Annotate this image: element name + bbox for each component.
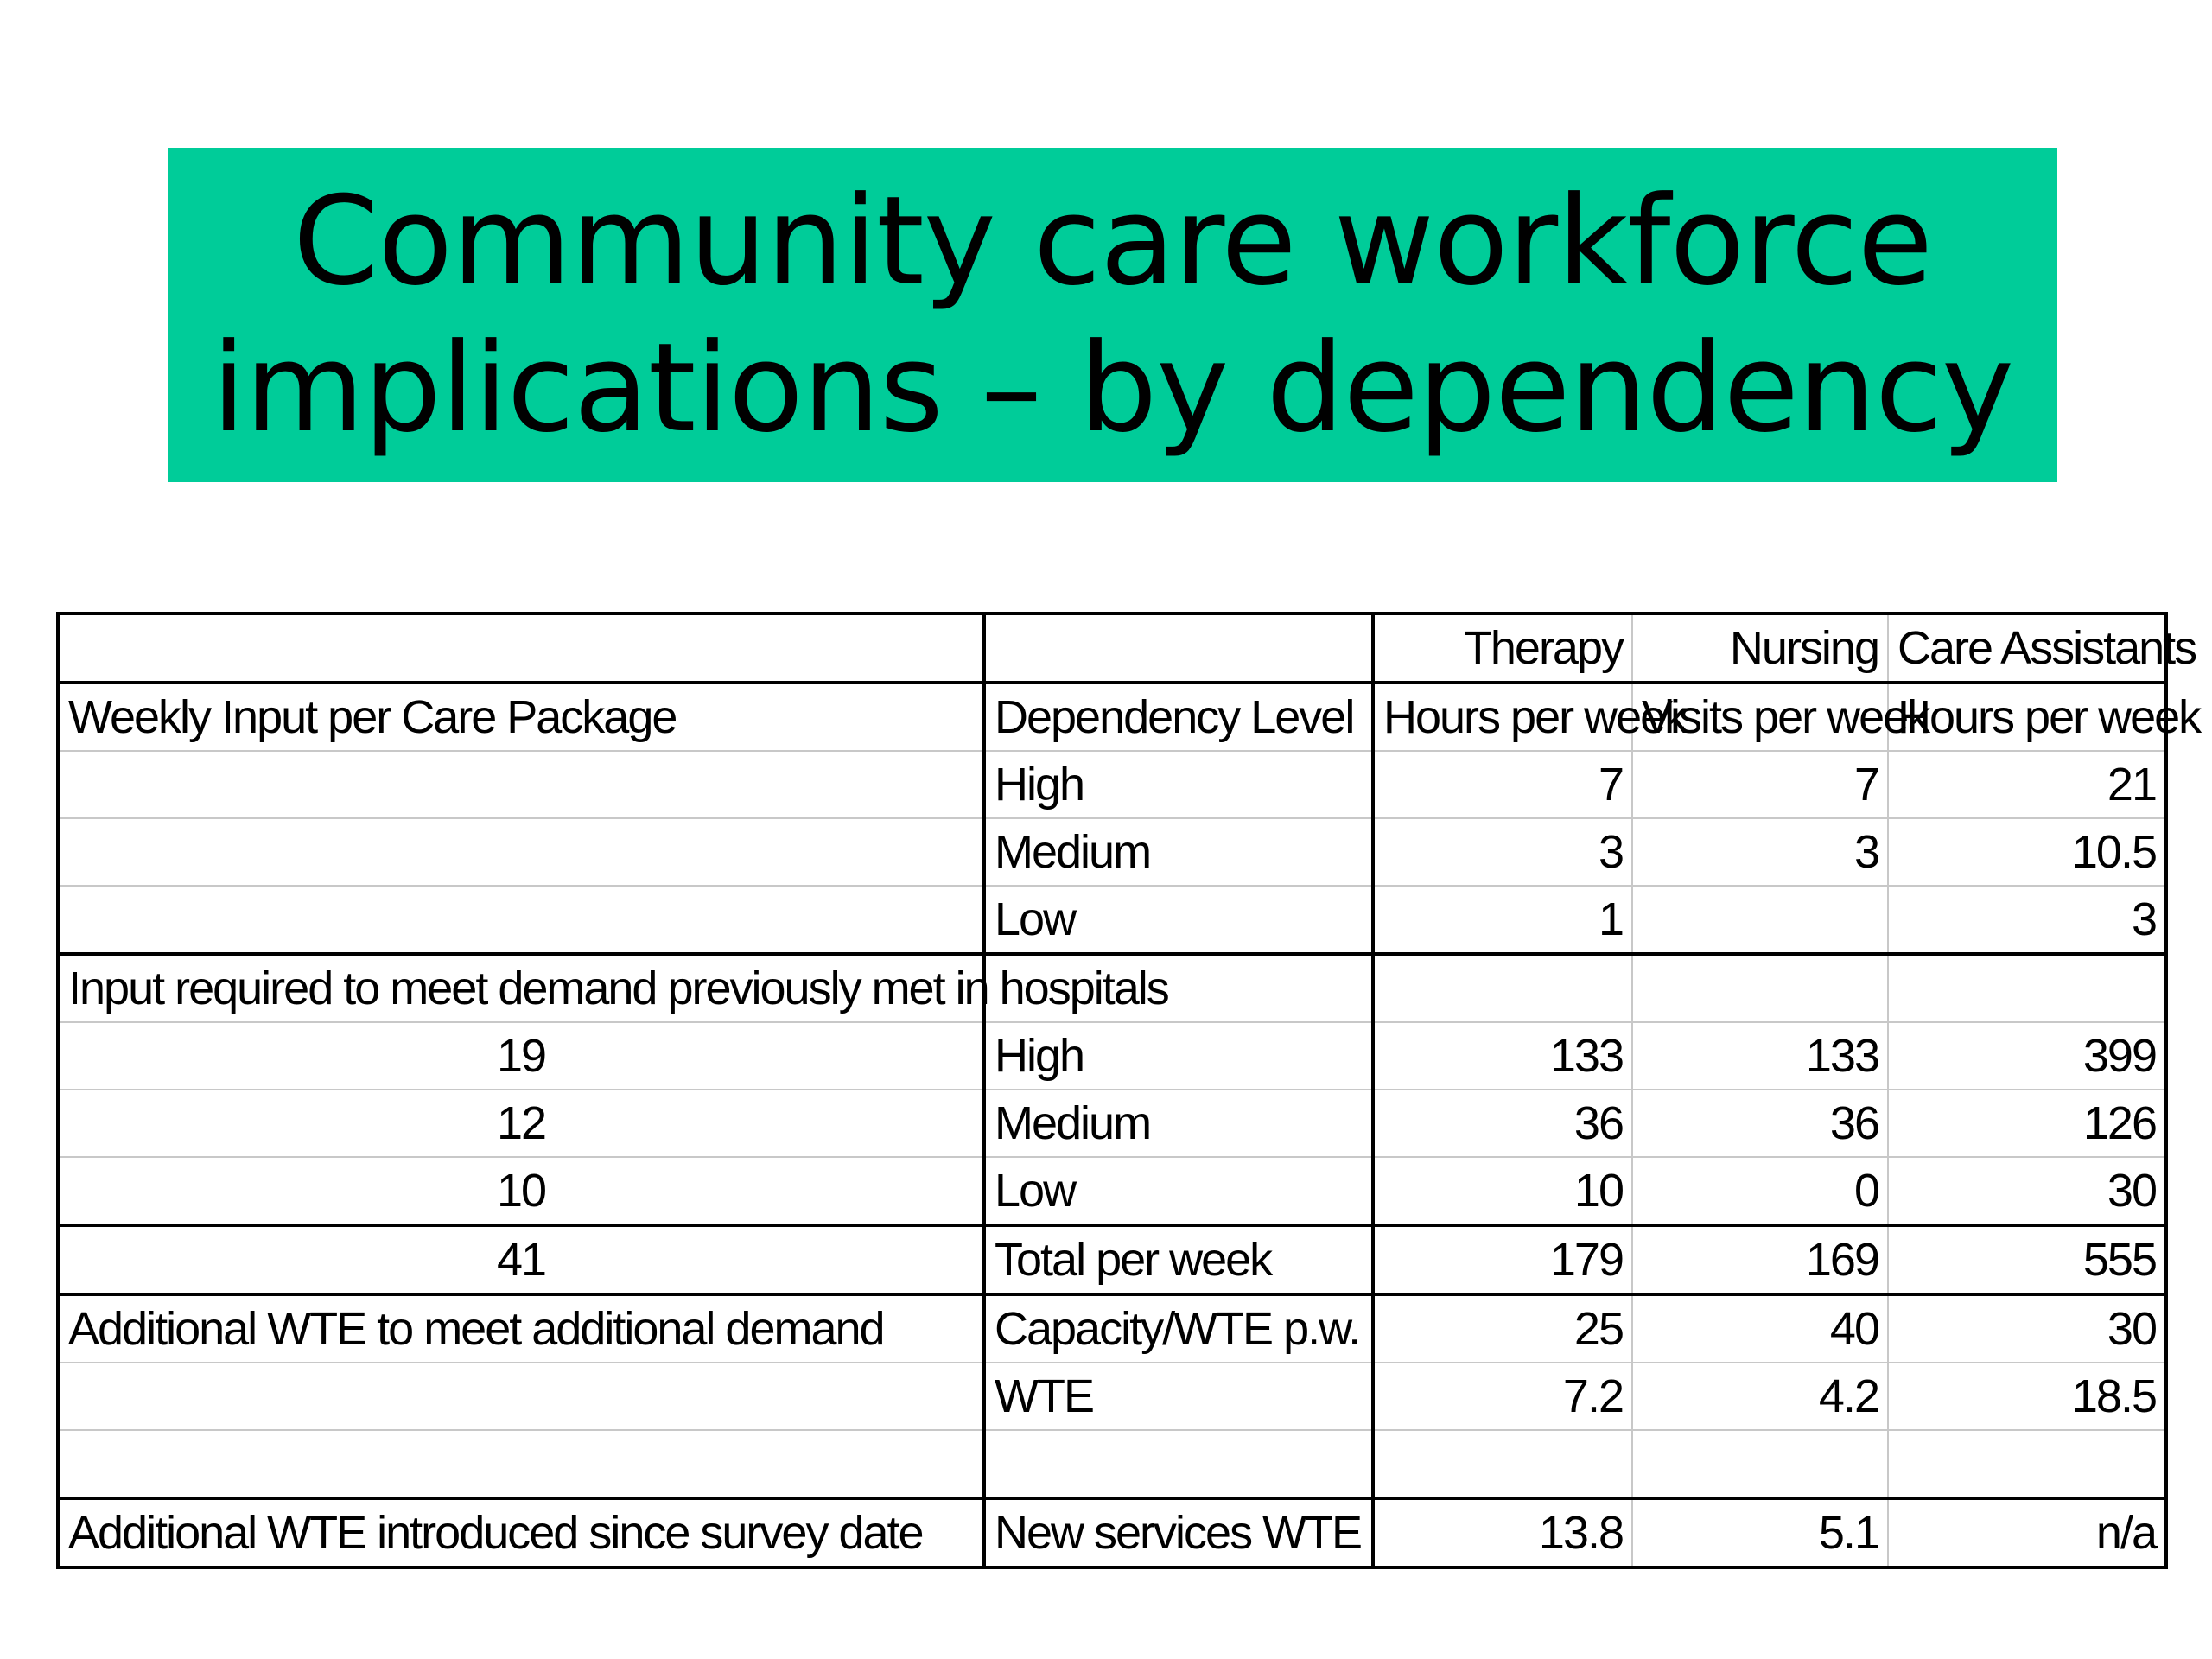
dependency-cell: Medium xyxy=(984,818,1373,886)
value-cell: 30 xyxy=(1888,1294,2166,1363)
table-row xyxy=(58,1430,2166,1498)
table-row xyxy=(58,1498,2166,1567)
column-header-care-assistants: Care Assistants xyxy=(1888,613,2166,683)
count-cell: 19 xyxy=(58,1022,984,1090)
count-cell: 12 xyxy=(58,1090,984,1157)
value-cell: 25 xyxy=(1373,1294,1632,1363)
dependency-cell: Low xyxy=(984,1157,1373,1225)
table-cell xyxy=(58,613,984,683)
value-cell: 4.2 xyxy=(1632,1363,1888,1430)
section-label: Additional WTE introduced since survey date xyxy=(58,1498,984,1567)
value-cell: 3 xyxy=(1632,818,1888,886)
value-cell: 7.2 xyxy=(1373,1363,1632,1430)
dependency-level-header: Dependency Level xyxy=(984,683,1373,751)
title-banner xyxy=(168,148,2057,482)
value-cell: 10 xyxy=(1373,1157,1632,1225)
table-row xyxy=(58,1022,2166,1090)
value-cell: 1 xyxy=(1373,886,1632,954)
table-header-row xyxy=(58,613,2166,683)
table-row xyxy=(58,1157,2166,1225)
table-row xyxy=(58,1090,2166,1157)
value-cell: 126 xyxy=(1888,1090,2166,1157)
title-line-2: implications – by dependency xyxy=(211,316,2014,460)
table-row xyxy=(58,1294,2166,1363)
count-cell: 41 xyxy=(58,1225,984,1294)
dependency-cell: High xyxy=(984,1022,1373,1090)
value-cell xyxy=(1632,954,1888,1022)
dependency-cell: Low xyxy=(984,886,1373,954)
value-cell: 40 xyxy=(1632,1294,1888,1363)
column-header-therapy: Therapy xyxy=(1373,613,1632,683)
value-cell: 133 xyxy=(1373,1022,1632,1090)
section-label: Input required to meet demand previously met in hospitals xyxy=(58,954,984,1022)
value-cell: 30 xyxy=(1888,1157,2166,1225)
value-cell: 3 xyxy=(1373,818,1632,886)
value-cell: 18.5 xyxy=(1888,1363,2166,1430)
unit-header: Hours per week xyxy=(1373,683,1632,751)
value-cell: 179 xyxy=(1373,1225,1632,1294)
row-label: Weekly Input per Care Package xyxy=(58,683,984,751)
total-label: Total per week xyxy=(984,1225,1373,1294)
value-cell: 10.5 xyxy=(1888,818,2166,886)
table-cell xyxy=(58,751,984,818)
workforce-table xyxy=(56,612,2201,1569)
title-line-1: Community care workforce xyxy=(292,169,1933,313)
table-cell xyxy=(58,818,984,886)
table-row xyxy=(58,1363,2166,1430)
value-cell: 555 xyxy=(1888,1225,2166,1294)
value-cell xyxy=(1373,1430,1632,1498)
dependency-cell: New services WTE xyxy=(984,1498,1373,1567)
value-cell: 133 xyxy=(1632,1022,1888,1090)
value-cell: 5.1 xyxy=(1632,1498,1888,1567)
section-label: Additional WTE to meet additional demand xyxy=(58,1294,984,1363)
dependency-cell: Medium xyxy=(984,1090,1373,1157)
value-cell: 21 xyxy=(1888,751,2166,818)
value-cell: 36 xyxy=(1373,1090,1632,1157)
table-cell xyxy=(58,886,984,954)
value-cell: 7 xyxy=(1632,751,1888,818)
value-cell: 399 xyxy=(1888,1022,2166,1090)
table-cell xyxy=(58,1430,984,1498)
unit-header: Hours per week xyxy=(1888,683,2166,751)
table-row xyxy=(58,1225,2166,1294)
table-cell xyxy=(984,613,1373,683)
value-cell: 7 xyxy=(1373,751,1632,818)
unit-header: Visits per week xyxy=(1632,683,1888,751)
value-cell xyxy=(1373,954,1632,1022)
dependency-cell: High xyxy=(984,751,1373,818)
table-row xyxy=(58,954,2166,1022)
table-row xyxy=(58,683,2166,751)
column-header-nursing: Nursing xyxy=(1632,613,1888,683)
table-row xyxy=(58,818,2166,886)
value-cell: 3 xyxy=(1888,886,2166,954)
value-cell xyxy=(1632,886,1888,954)
table-cell xyxy=(58,1363,984,1430)
table-row xyxy=(58,751,2166,818)
value-cell: 36 xyxy=(1632,1090,1888,1157)
value-cell: 13.8 xyxy=(1373,1498,1632,1567)
dependency-cell: WTE xyxy=(984,1363,1373,1430)
table-cell xyxy=(984,1430,1373,1498)
table-row xyxy=(58,886,2166,954)
value-cell xyxy=(1632,1430,1888,1498)
value-cell: 0 xyxy=(1632,1157,1888,1225)
value-cell: 169 xyxy=(1632,1225,1888,1294)
value-cell: n/a xyxy=(1888,1498,2166,1567)
dependency-cell: Capacity/WTE p.w. xyxy=(984,1294,1373,1363)
value-cell xyxy=(1888,1430,2166,1498)
value-cell xyxy=(1888,954,2166,1022)
count-cell: 10 xyxy=(58,1157,984,1225)
